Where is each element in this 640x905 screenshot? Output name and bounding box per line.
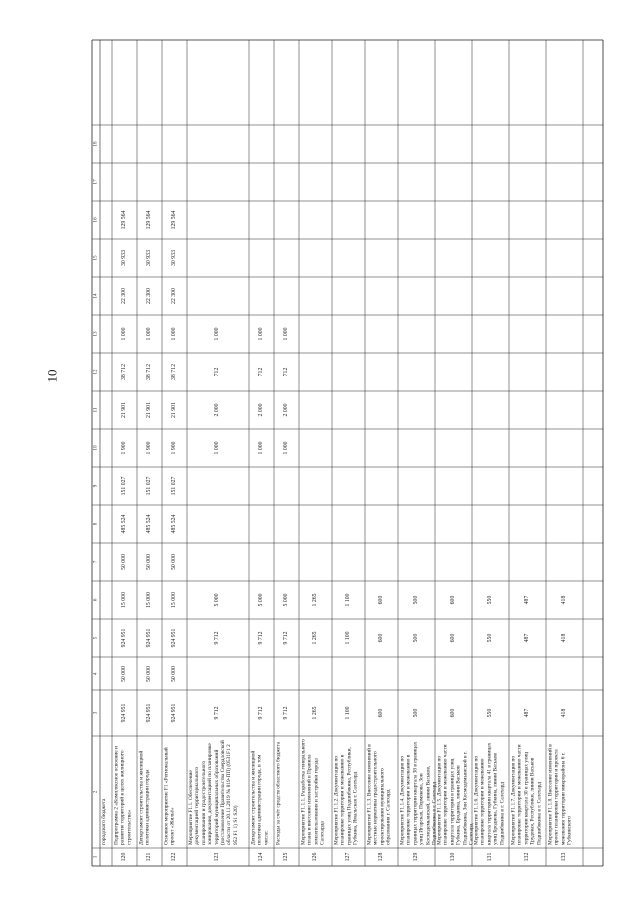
table-cell-value: 1 100 (344, 706, 351, 720)
table-cell-value: 500 (412, 708, 419, 718)
row-number: 125 (282, 852, 289, 862)
table-cell-value: 50 000 (145, 665, 152, 682)
row-number: 124 (257, 852, 264, 862)
row-description: Мероприятие F1.1. Обеспечение документацией территориального планирования и градостроительного зонирования, документацией по планировке территорий муниципальных образований (постановление Правительства Свердловской области от 20.11.2019 № 819-ПП) (0531F1 2 952 F1 1) S1 S20) (188, 740, 239, 845)
rotated-data-table (92, 40, 603, 866)
table-cell-value: 1 000 (145, 327, 152, 341)
column-number: 4 (92, 672, 99, 675)
page-number: 10 (44, 369, 60, 383)
table-cell-value: 1 900 (120, 441, 127, 455)
row-number: 131 (486, 852, 493, 862)
table-cell-value: 1 000 (257, 327, 264, 341)
table-cell-value: 30 933 (170, 250, 177, 266)
column-number: 18 (92, 141, 99, 147)
row-description: Мероприятие F1.1.6. Документация по планировке территории и межеванию квартала территории квартала 41 в границах улиц Броднева, Губкина, линии Васьков Подшибякина в г. Салехард (473, 742, 505, 845)
table-cell-value: 38 712 (170, 364, 177, 380)
row-description: Мероприятие F1.1.1. Разработка генерального плана и внесение изменений в Правила землепользования и застройки города Салехарда (300, 739, 326, 845)
column-number: 17 (92, 179, 99, 185)
table-cell-value: 1 265 (311, 593, 318, 607)
row-description: Расходы за счёт средств областного бюджета (275, 741, 281, 845)
row-number: 132 (523, 852, 530, 862)
row-number: 122 (170, 852, 177, 862)
table-cell-value: 1 900 (145, 441, 152, 455)
table-cell-value: 15 000 (120, 592, 127, 608)
table-cell-value: 5 000 (282, 593, 289, 607)
table-cell-value: 487 (523, 633, 530, 643)
table-cell-value: 2 000 (282, 403, 289, 417)
table-cell-value: 21 901 (170, 402, 177, 418)
row-number: 130 (449, 852, 456, 862)
table-cell-value: 9 712 (282, 706, 289, 720)
column-number: 14 (92, 293, 99, 299)
row-description: Основное мероприятие F1 «Региональный проект «Жильё» (163, 747, 176, 845)
table-cell-value: 38 712 (120, 364, 127, 380)
table-cell-value: 924 951 (170, 628, 177, 648)
column-number: 12 (92, 369, 99, 375)
table-cell-value: 712 (282, 367, 289, 377)
table-cell-value: 485 524 (120, 514, 127, 534)
row-number: 121 (145, 852, 152, 862)
table-cell-value: 151 027 (145, 476, 152, 496)
table-cell-value: 487 (523, 708, 530, 718)
table-cell-value: 600 (377, 708, 384, 718)
table-cell-value: 1 265 (311, 706, 318, 720)
table-cell-value: 129 564 (170, 210, 177, 230)
table-cell-value: 550 (486, 708, 493, 718)
row-description: городского бюджета (101, 798, 107, 845)
table-cell-value: 1 900 (170, 441, 177, 455)
table-cell-value: 1 265 (311, 631, 318, 645)
row-number: 128 (377, 852, 384, 862)
column-number: 8 (92, 522, 99, 526)
table-cell-value: 550 (486, 633, 493, 643)
table-cell-value: 9 712 (214, 706, 221, 720)
table-cell-value: 485 524 (145, 514, 152, 534)
table-cell-value: 22 300 (145, 288, 152, 304)
table-cell-value: 924 951 (170, 703, 177, 723)
table-cell-value: 600 (449, 708, 456, 718)
table-cell-value: 129 564 (120, 210, 127, 230)
column-number: 2 (92, 790, 99, 794)
table-cell-value: 418 (560, 595, 567, 605)
table-cell-value: 1 000 (282, 441, 289, 455)
table-cell-value: 129 564 (145, 210, 152, 230)
row-description: Подпрограмма 2 «Комплексное освоение и развитие территорий в целях жилищного строительства» (113, 746, 132, 845)
table-cell-value: 22 300 (120, 288, 127, 304)
table-cell-value: 30 933 (120, 250, 127, 266)
table-cell-value: 50 000 (120, 665, 127, 682)
row-description: Мероприятие F1.1.5. Документация по планировке территории и межеванию части квартала территории в границах улиц Губкина, Броднева, линии Васьков Подшибякина, Зои Космодемьянской в г. Салехард (436, 744, 475, 845)
table-cell-value: 38 712 (145, 364, 152, 380)
table-cell-value: 15 000 (170, 592, 177, 608)
table-cell-value: 1 100 (344, 631, 351, 645)
row-number: 120 (120, 852, 127, 862)
row-description: Мероприятие F1.1.2. Документация по планировке территории и межеванию в границах улиц Подшибякина, Республики, Губкина, Ямальская г. Салехард (333, 747, 359, 845)
table-cell-value: 22 300 (170, 288, 177, 304)
column-number: 1 (92, 855, 99, 859)
table-cell-value: 50 000 (170, 665, 177, 682)
table-cell-value: 50 000 (145, 554, 152, 570)
table-cell-value: 924 951 (145, 703, 152, 723)
row-number: 126 (311, 852, 318, 862)
table-cell-value: 487 (523, 595, 530, 605)
table-cell-value: 600 (377, 633, 384, 643)
table-cell-value: 1 000 (214, 327, 221, 341)
column-number: 11 (92, 407, 99, 413)
table-cell-value: 2 000 (214, 403, 221, 417)
column-number: 3 (92, 711, 99, 715)
table-cell-value: 418 (560, 708, 567, 718)
column-number: 10 (92, 445, 99, 451)
table-cell-value: 600 (377, 595, 384, 605)
row-description: Мероприятие F1.1.7. Документация по планировке территории и межеванию части территории квартала 30 в границах улиц Трудовая, Республики, линии Васьков Подшибякина в г. Салехард (510, 744, 542, 845)
table-cell-value: 50 000 (120, 554, 127, 570)
table-cell-value: 9 712 (257, 631, 264, 645)
table-cell-value: 5 000 (257, 593, 264, 607)
table-cell-value: 1 000 (257, 441, 264, 455)
table-cell-value: 21 901 (145, 402, 152, 418)
row-description: Департамент строительства и жилищной политики администрации города (138, 750, 151, 845)
table-cell-value: 5 000 (214, 593, 221, 607)
table-cell-value: 21 901 (120, 402, 127, 418)
row-number: 133 (560, 852, 567, 862)
table-cell-value: 1 000 (214, 441, 221, 455)
table-cell-value: 550 (486, 595, 493, 605)
column-number: 9 (92, 484, 99, 488)
table-cell-value: 15 000 (145, 592, 152, 608)
row-description: Мероприятие F1.1.3. Внесение изменений в местные нормативы градостроительного проектирования муниципального образования г. Салехард (366, 744, 392, 845)
table-cell-value: 1 100 (344, 593, 351, 607)
table-cell-value: 924 951 (120, 703, 127, 723)
table-cell-value: 9 712 (282, 631, 289, 645)
table-cell-value: 600 (449, 633, 456, 643)
table-cell-value: 712 (257, 367, 264, 377)
table-cell-value: 50 000 (170, 554, 177, 570)
table-cell-value: 30 933 (145, 250, 152, 266)
table-cell-value: 418 (560, 633, 567, 643)
table-cell-value: 485 524 (170, 514, 177, 534)
column-number: 6 (92, 598, 99, 602)
table-cell-value: 9 712 (214, 631, 221, 645)
table-cell-value: 1 000 (282, 327, 289, 341)
row-number: 123 (214, 852, 221, 862)
column-number: 16 (92, 217, 99, 223)
row-number: 129 (412, 852, 419, 862)
table-cell-value: 712 (214, 367, 221, 377)
column-number: 15 (92, 255, 99, 261)
table-cell-value: 1 000 (120, 327, 127, 341)
row-description: Департамент строительства и жилищной политики администрации города, в том числе: (250, 750, 269, 845)
row-number: 127 (344, 852, 351, 862)
table-cell-value: 151 027 (120, 476, 127, 496)
column-number: 7 (92, 560, 99, 564)
table-cell-value: 600 (449, 595, 456, 605)
table-cell-value: 924 951 (145, 628, 152, 648)
table-cell-value: 151 027 (170, 476, 177, 496)
table-cell-value: 1 000 (170, 327, 177, 341)
table-cell-value: 500 (412, 595, 419, 605)
column-number: 13 (92, 331, 99, 337)
table-cell-value: 924 951 (120, 628, 127, 648)
table-cell-value: 2 000 (257, 403, 264, 417)
table-cell-value: 9 712 (257, 706, 264, 720)
row-description: Мероприятие F1.1.8. Внесение изменений в проект планировки территории и проекта межевания территории микрорайона 6 г. Губкинского (547, 744, 573, 845)
table-cell-value: 500 (412, 633, 419, 643)
column-number: 5 (92, 636, 99, 640)
row-description: Мероприятие F1.1.4. Документация по планировке территории и межеванию в границах территории квартала 38 в границах улиц Игарская, Пермякова, Зои Космодемьянской, линии Васьков, Подшибякина в г. Салехард (399, 741, 438, 845)
